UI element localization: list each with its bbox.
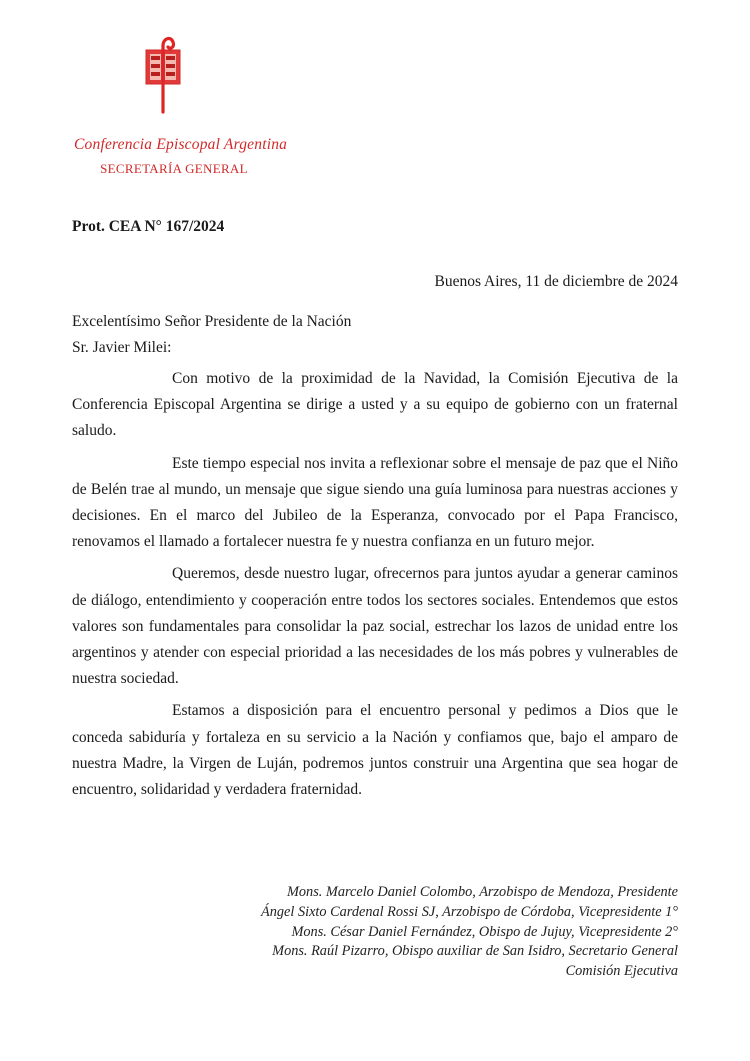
recipient-title: Excelentísimo Señor Presidente de la Nación <box>72 313 352 330</box>
organization-name: Conferencia Episcopal Argentina <box>74 136 288 153</box>
paragraph: Queremos, desde nuestro lugar, ofrecernos para juntos ayudar a generar caminos de diálogo, entendimiento y cooperación entre todos los sectores sociales. Entendemos que estos valores son fundamentales para consolidar la paz social, estrechar los lazos de unidad entre los argentinos y atender con especial prioridad a las necesidades de los más pobres y vulnerables de nuestra sociedad. <box>72 565 678 688</box>
place-date: Buenos Aires, 11 de diciembre de 2024 <box>434 273 678 290</box>
paragraph: Con motivo de la proximidad de la Navidad, la Comisión Ejecutiva de la Conferencia Episcopal Argentina se dirige a usted y a su equipo de gobierno con un fraternal saludo. <box>72 370 678 440</box>
signatory-president: Mons. Marcelo Daniel Colombo, Arzobispo de Mendoza, Presidente <box>287 884 678 900</box>
paragraph: Este tiempo especial nos invita a reflexionar sobre el mensaje de paz que el Niño de Belén trae al mundo, un mensaje que sigue siendo una guía luminosa para nuestras acciones y decisiones. En el marco del Jubileo de la Esperanza, convocado por el Papa Francisco, renovamos el llamado a fortalecer nuestra fe y nuestra confianza en un futuro mejor. <box>72 454 678 551</box>
salutation: Sr. Javier Milei: <box>72 339 172 356</box>
department-name: SECRETARÍA GENERAL <box>100 161 248 176</box>
letter-body <box>72 366 678 809</box>
signatory-secretary: Mons. Raúl Pizarro, Obispo auxiliar de San Isidro, Secretario General <box>272 943 678 960</box>
signatory-vicepresident-1: Ángel Sixto Cardenal Rossi SJ, Arzobispo de Córdoba, Vicepresidente 1° <box>261 903 678 920</box>
episcopal-emblem-icon <box>143 34 183 114</box>
signing-body: Comisión Ejecutiva <box>565 963 678 980</box>
signature-block <box>261 883 678 982</box>
paragraph: Estamos a disposición para el encuentro personal y pedimos a Dios que le conceda sabiduría y fortaleza en su servicio a la Nación y confiamos que, bajo el amparo de nuestra Madre, la Virgen de Luján, podremos juntos construir una Argentina que sea hogar de encuentro, solidaridad y verdadera fraternidad. <box>72 702 678 799</box>
signatory-vicepresident-2: Mons. César Daniel Fernández, Obispo de Jujuy, Vicepresidente 2° <box>291 923 678 940</box>
protocol-number: Prot. CEA N° 167/2024 <box>72 218 225 235</box>
